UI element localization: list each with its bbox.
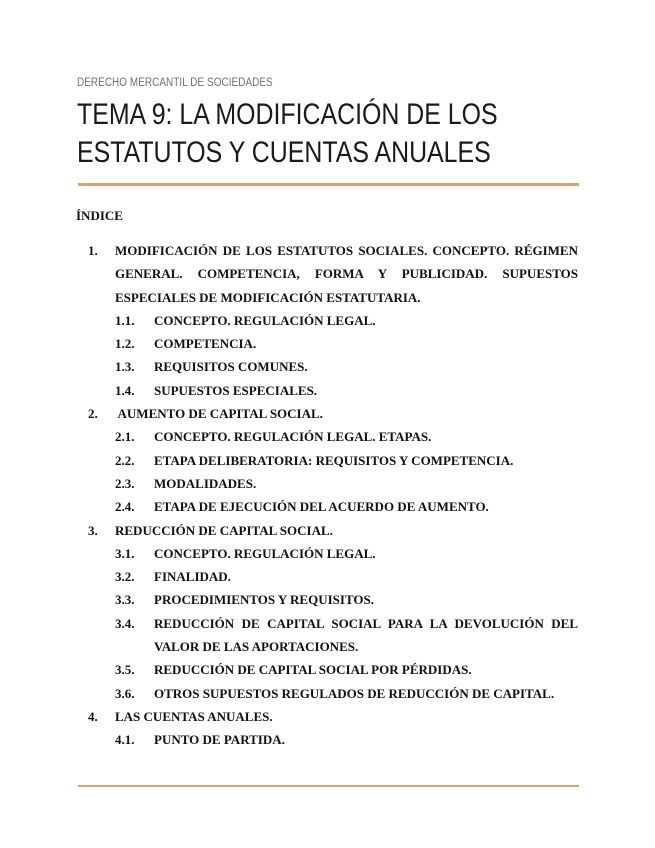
toc-label: FINALIDAD. [154, 569, 231, 585]
toc-subsection-3-5 [76, 658, 578, 681]
page-title: TEMA 9: LA MODIFICACIÓN DE LOS ESTATUTOS Y CUENTAS ANUALES [77, 98, 498, 169]
toc-number: 3.2. [115, 569, 135, 585]
toc-subsection-1-1 [76, 309, 578, 332]
toc-label: ETAPA DELIBERATORIA: REQUISITOS Y COMPETENCIA. [154, 452, 514, 468]
toc-number: 3.3. [115, 592, 135, 608]
toc-subsection-2-4 [76, 495, 578, 518]
toc-number: 2.1. [115, 429, 135, 445]
toc-number: 2.2. [115, 452, 135, 468]
toc-number: 3.1. [115, 545, 135, 561]
table-of-contents [76, 239, 578, 752]
toc-number: 1.1. [115, 312, 135, 328]
toc-number: 4.1. [115, 732, 135, 748]
toc-label: SUPUESTOS ESPECIALES. [154, 382, 318, 398]
toc-subsection-2-2 [76, 449, 578, 472]
toc-number: 1. [88, 243, 98, 258]
toc-number: 3.4. [115, 615, 135, 631]
toc-label: REQUISITOS COMUNES. [154, 359, 308, 375]
toc-label: REDUCCIÓN DE CAPITAL SOCIAL PARA LA DEVOLUCIÓN DEL VALOR DE LAS APORTACIONES. [154, 615, 578, 655]
header-divider [78, 183, 579, 186]
toc-subsection-2-3 [76, 472, 578, 495]
toc-label: CONCEPTO. REGULACIÓN LEGAL. [154, 545, 376, 561]
toc-section-3 [76, 519, 578, 542]
toc-number: 3.5. [115, 662, 135, 678]
toc-label: MODALIDADES. [154, 475, 257, 491]
toc-label: CONCEPTO. REGULACIÓN LEGAL. ETAPAS. [154, 429, 432, 445]
toc-section-4 [76, 705, 578, 728]
toc-subsection-3-4 [76, 612, 578, 659]
toc-label: CONCEPTO. REGULACIÓN LEGAL. [154, 312, 376, 328]
toc-subsection-1-3 [76, 355, 578, 378]
toc-subsection-1-4 [76, 379, 578, 402]
toc-subsection-3-2 [76, 565, 578, 588]
toc-subsection-3-3 [76, 588, 578, 611]
toc-number: 3.6. [115, 685, 135, 701]
toc-number: 2. [88, 406, 98, 422]
toc-label: OTROS SUPUESTOS REGULADOS DE REDUCCIÓN DE CAPITAL. [154, 685, 555, 701]
toc-label: ETAPA DE EJECUCIÓN DEL ACUERDO DE AUMENTO. [154, 499, 489, 515]
index-heading: ÍNDICE [76, 208, 123, 223]
toc-number: 1.2. [115, 336, 135, 352]
toc-section-1 [76, 239, 578, 309]
toc-label: REDUCCIÓN DE CAPITAL SOCIAL POR PÉRDIDAS. [154, 662, 472, 678]
toc-number: 2.3. [115, 475, 135, 491]
toc-number: 4. [88, 708, 98, 724]
toc-subsection-4-1 [76, 728, 578, 751]
toc-label: MODIFICACIÓN DE LOS ESTATUTOS SOCIALES. CONCEPTO. RÉGIMEN GENERAL. COMPETENCIA, FORMA Y PUBLICIDAD. SUPUESTOS ESPECIALES DE MODIFICACIÓN ESTATUTARIA. [115, 243, 578, 305]
toc-subsection-1-2 [76, 332, 578, 355]
toc-label: COMPETENCIA. [154, 336, 257, 352]
toc-label: PROCEDIMIENTOS Y REQUISITOS. [154, 592, 374, 608]
toc-number: 1.4. [115, 382, 135, 398]
toc-label: LAS CUENTAS ANUALES. [115, 708, 273, 724]
toc-subsection-2-1 [76, 425, 578, 448]
toc-label: PUNTO DE PARTIDA. [154, 732, 285, 748]
toc-label: REDUCCIÓN DE CAPITAL SOCIAL. [115, 522, 333, 538]
toc-section-2 [76, 402, 578, 425]
toc-subsection-3-6 [76, 682, 578, 705]
document-subject: DERECHO MERCANTIL DE SOCIEDADES [77, 77, 273, 89]
toc-subsection-3-1 [76, 542, 578, 565]
footer-divider [78, 785, 579, 787]
toc-number: 2.4. [115, 499, 135, 515]
toc-label: AUMENTO DE CAPITAL SOCIAL. [115, 406, 323, 422]
toc-number: 3. [88, 522, 98, 538]
toc-number: 1.3. [115, 359, 135, 375]
